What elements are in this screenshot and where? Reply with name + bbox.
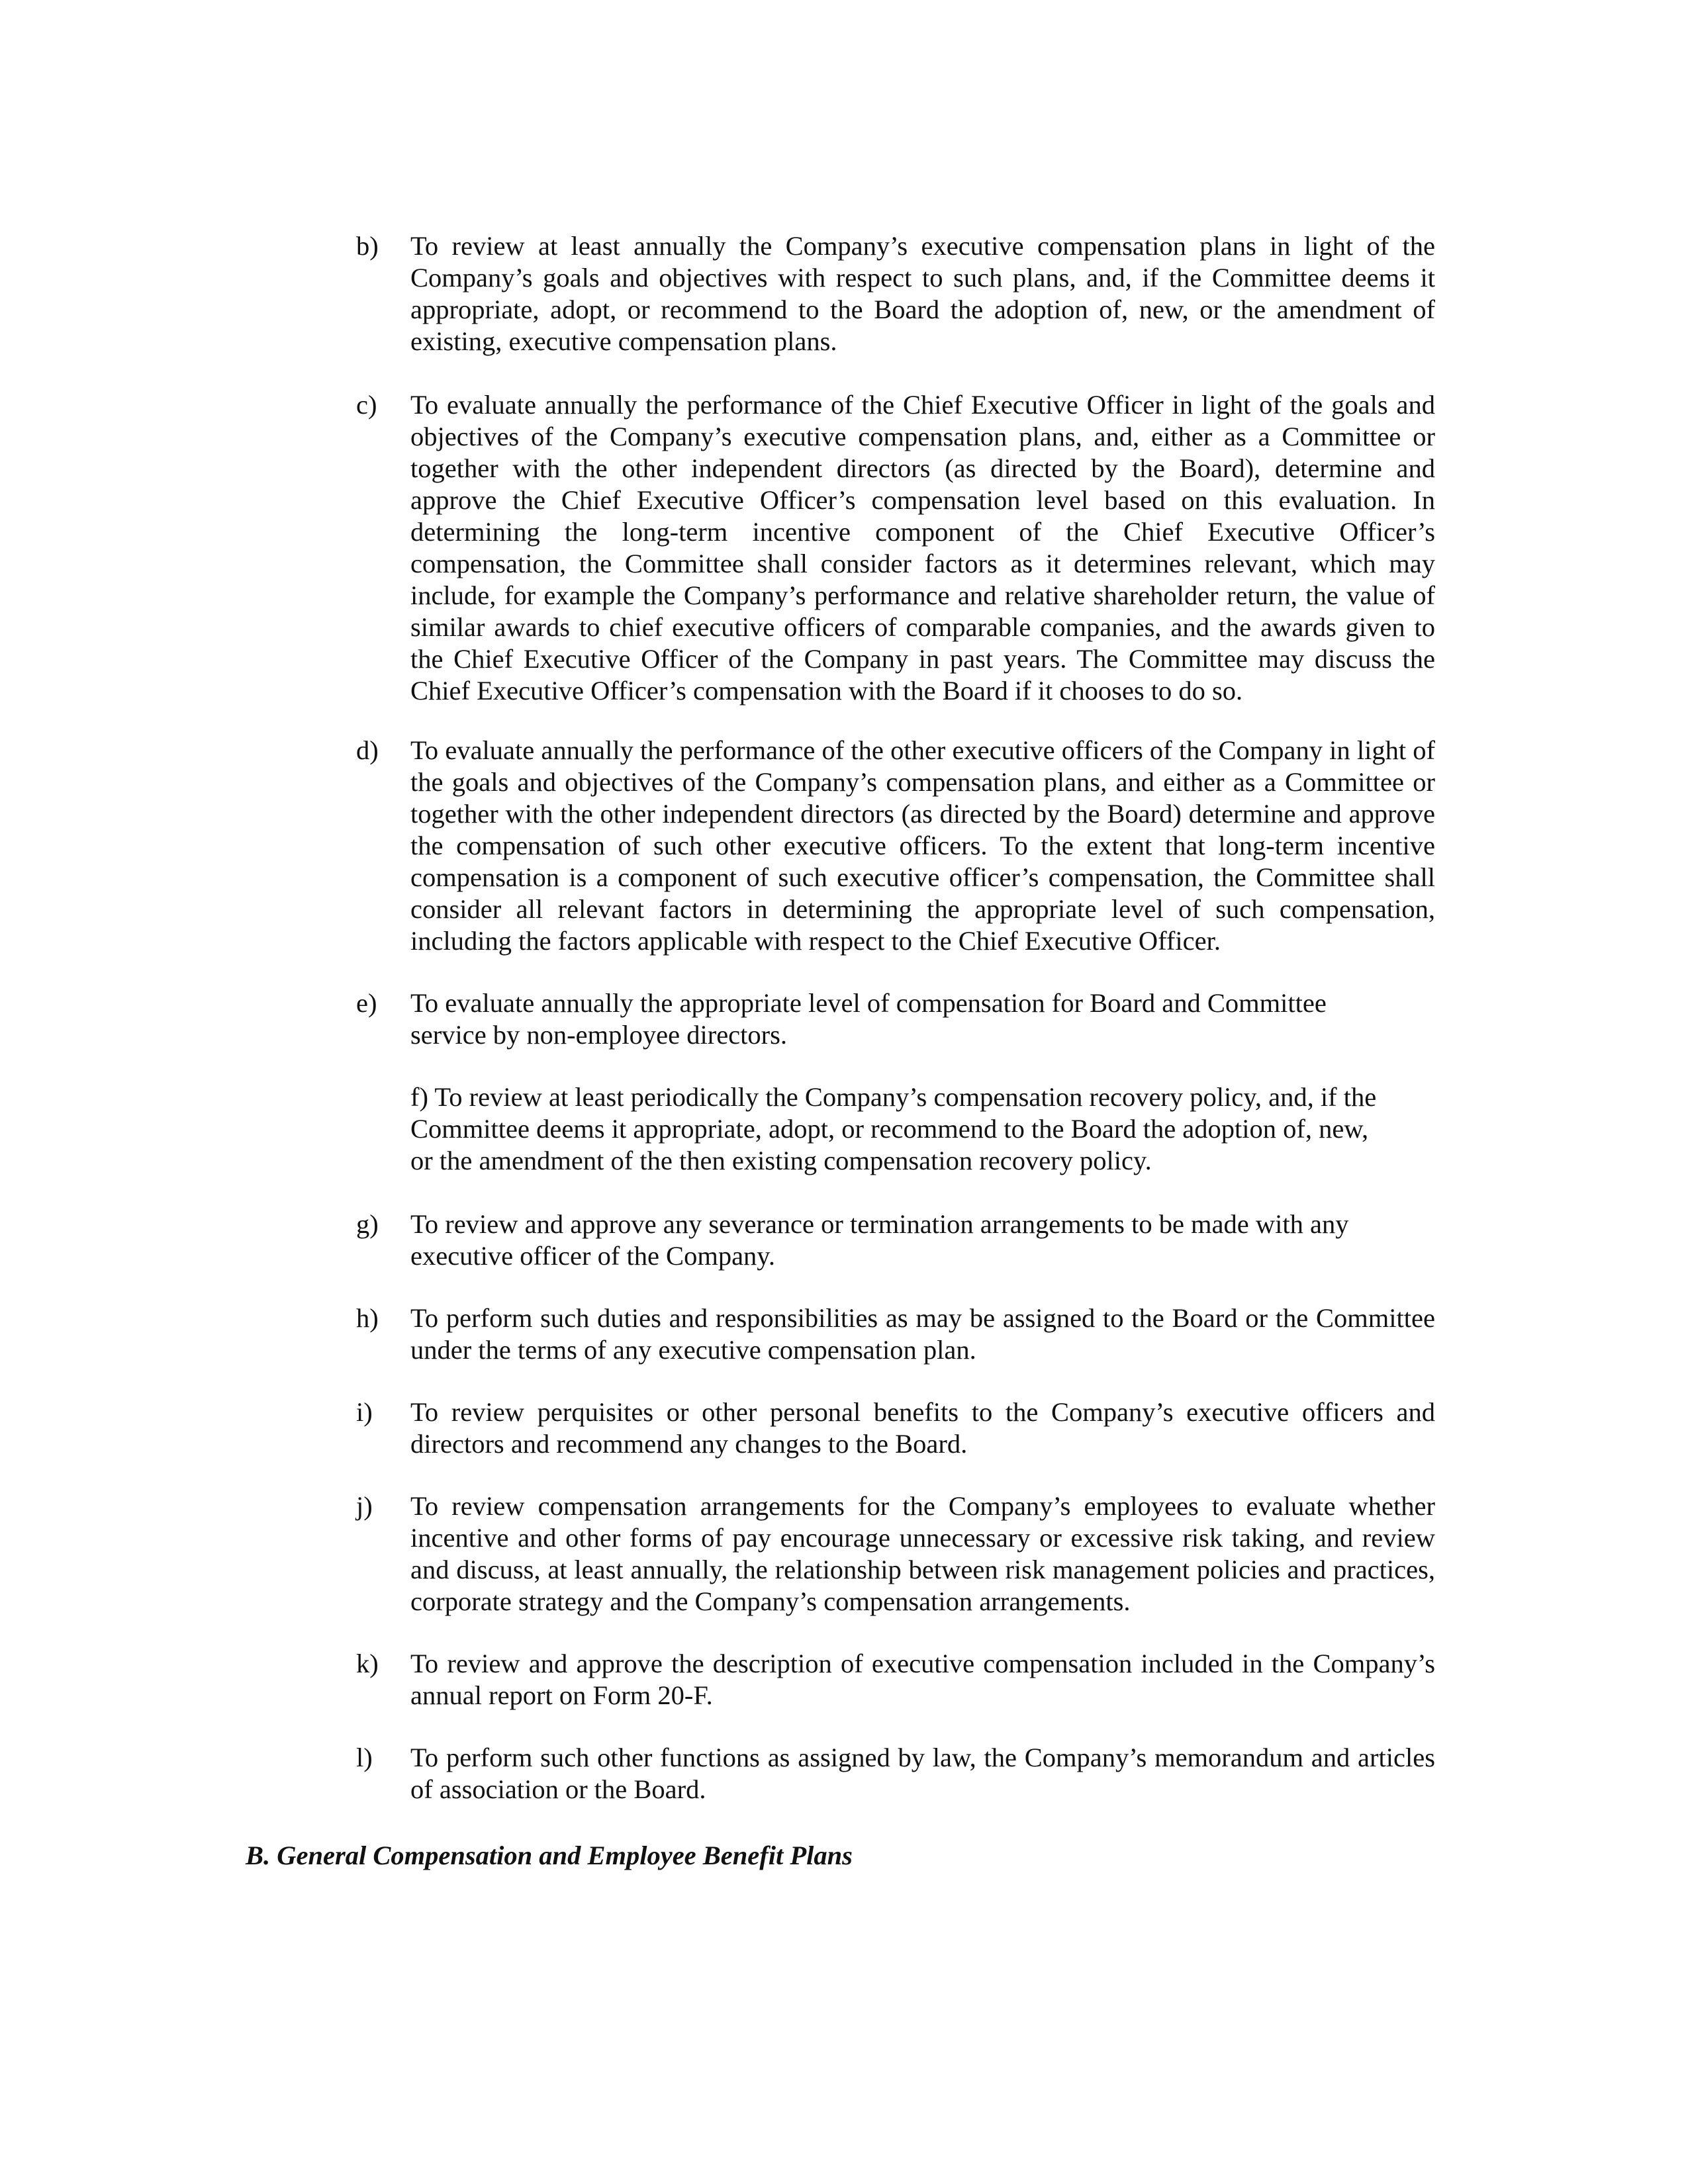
item-marker: d) (356, 735, 379, 765)
item-marker: c) (356, 390, 377, 420)
item-text: To perform such duties and responsibilities as may be assigned to the Board or the Committee under the terms of any executive compensation plan. (410, 1303, 1435, 1365)
item-text: To perform such other functions as assigned by law, the Company’s memorandum and articles of association or the Board. (410, 1743, 1435, 1804)
item-text: To evaluate annually the appropriate level of compensation for Board and Committee service by non-employee directors. (410, 988, 1327, 1050)
item-marker: i) (356, 1397, 373, 1427)
item-marker: e) (356, 988, 377, 1018)
item-text: To evaluate annually the performance of the Chief Executive Officer in light of the goals and objectives of the Company’s executive compensation plans, and, either as a Committee or together with the other independent directors (as directed by the Board), determine and approve the Chief Executive Officer’s compensation level based on this evaluation. In determining the long-term incentive component of the Chief Executive Officer’s compensation, the Committee shall consider factors as it determines relevant, which may include, for example the Company’s performance and relative shareholder return, the value of similar awards to chief executive officers of comparable companies, and the awards given to the Chief Executive Officer of the Company in past years. The Committee may discuss the Chief Executive Officer’s compensation with the Board if it chooses to do so. (410, 390, 1435, 705)
item-marker: l) (356, 1743, 373, 1772)
item-text: To review and approve the description of executive compensation included in the Company’s annual report on Form 20-F. (410, 1649, 1435, 1710)
item-text: To review perquisites or other personal benefits to the Company’s executive officers and directors and recommend any changes to the Board. (410, 1397, 1435, 1459)
item-marker: b) (356, 231, 379, 261)
item-marker: j) (356, 1491, 373, 1521)
item-text: To review at least annually the Company’s executive compensation plans in light of the Company’s goals and objectives with respect to such plans, and, if the Committee deems it appropriate, adopt, or recommend to the Board the adoption of, new, or the amendment of existing, executive compensation plans. (410, 231, 1435, 356)
item-marker: h) (356, 1303, 379, 1333)
item-text: To review compensation arrangements for the Company’s employees to evaluate whether incentive and other forms of pay encourage unnecessary or excessive risk taking, and review and discuss, at least annually, the relationship between risk management policies and practices, corporate strategy and the Company’s compensation arrangements. (410, 1491, 1435, 1616)
section-heading: B. General Compensation and Employee Benefit Plans (246, 1841, 853, 1870)
item-marker: k) (356, 1649, 379, 1678)
item-marker: g) (356, 1209, 379, 1239)
item-text: f) To review at least periodically the Company’s compensation recovery policy, and, if the Committee deems it appropriate, adopt, or recommend to the Board the adoption of, new, or the amendment of the then existing compensation recovery policy. (410, 1082, 1377, 1175)
item-text: To evaluate annually the performance of the other executive officers of the Company in light of the goals and objectives of the Company’s compensation plans, and either as a Committee or together with the other independent directors (as directed by the Board) determine and approve the compensation of such other executive officers. To the extent that long-term incentive compensation is a component of such executive officer’s compensation, the Committee shall consider all relevant factors in determining the appropriate level of such compensation, including the factors applicable with respect to the Chief Executive Officer. (410, 735, 1435, 956)
item-text: To review and approve any severance or termination arrangements to be made with any executive officer of the Company. (410, 1209, 1349, 1271)
